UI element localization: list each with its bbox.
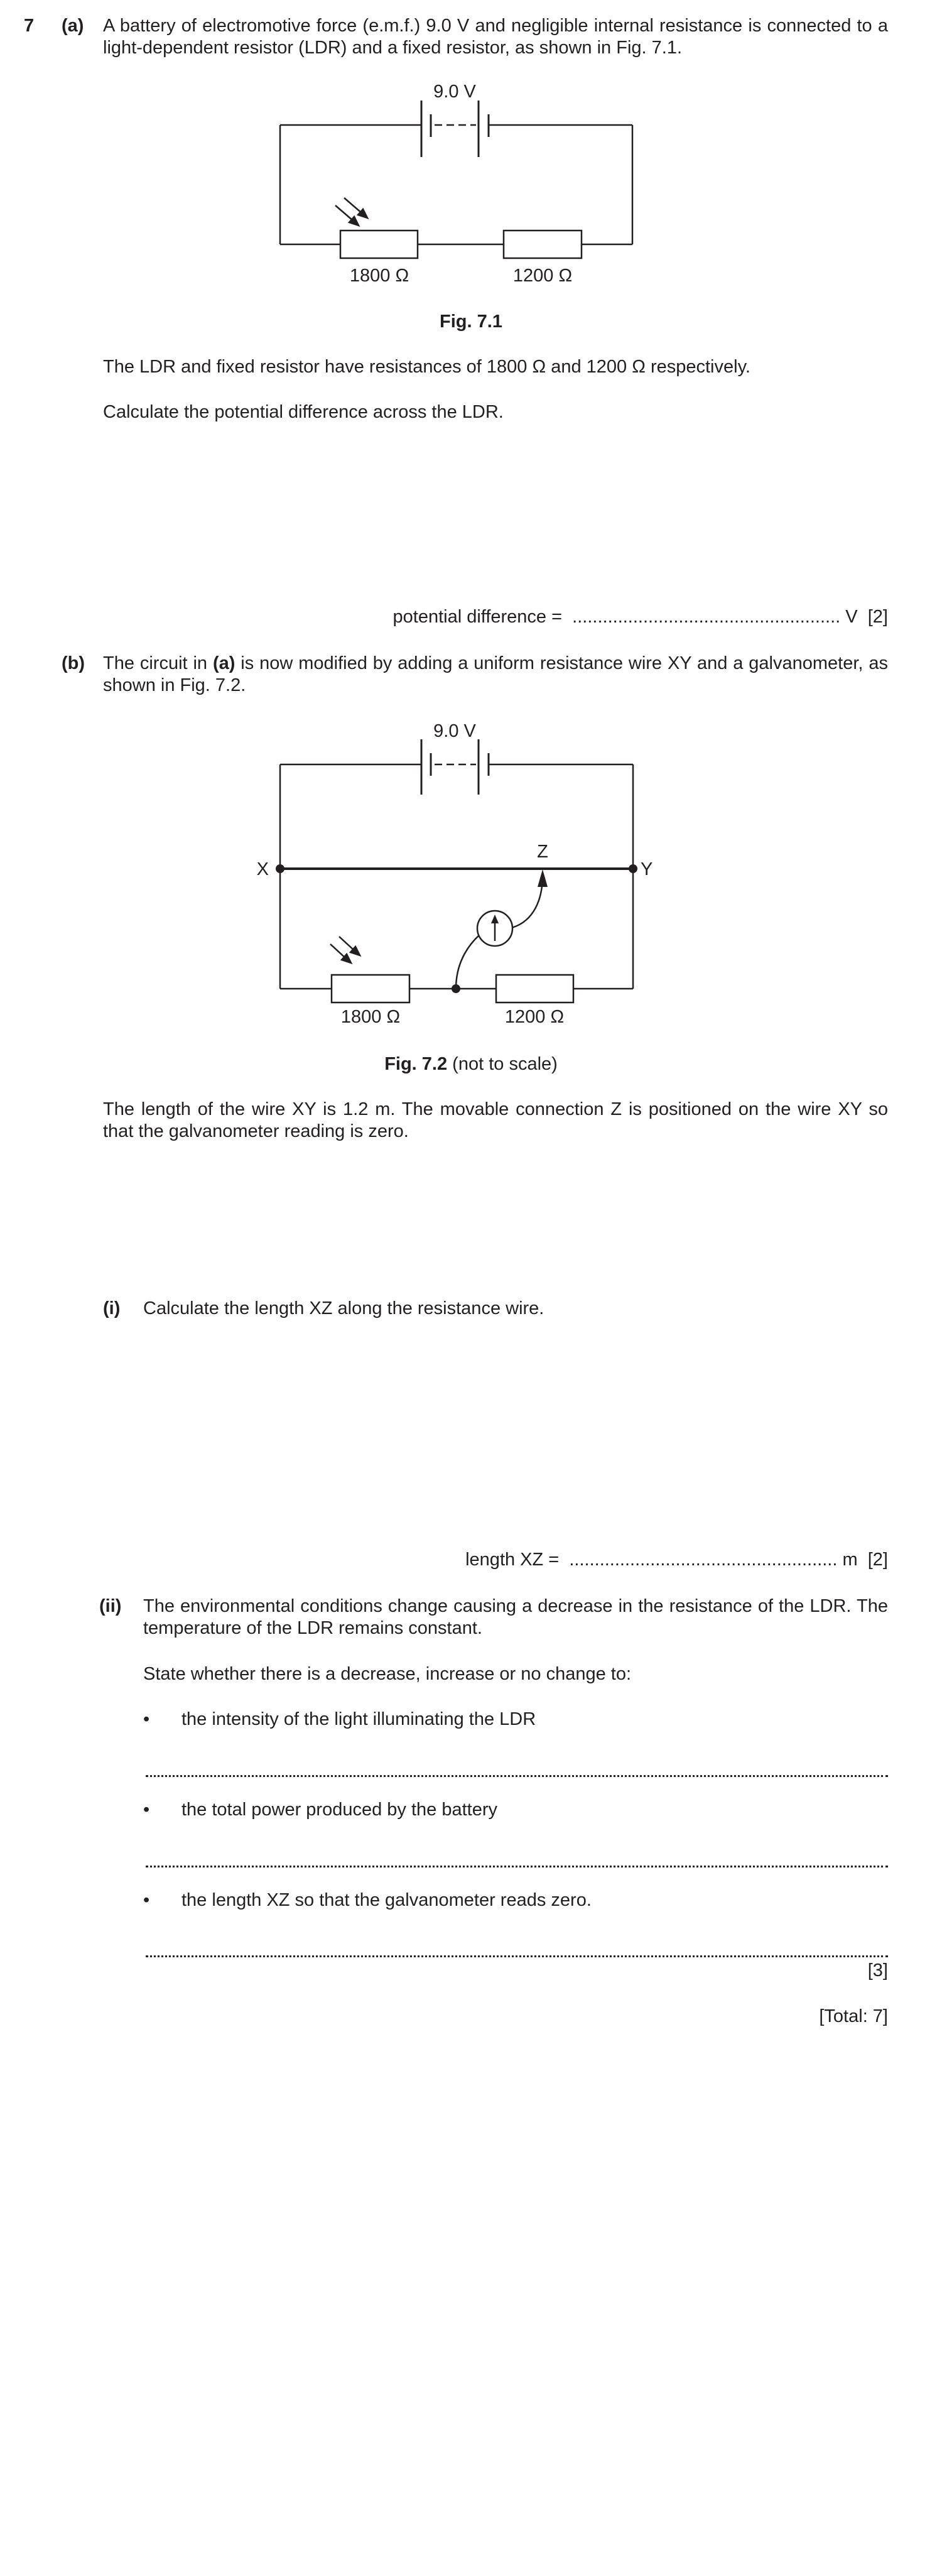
part-a-statement: The LDR and fixed resistor have resistances of 1800 Ω and 1200 Ω respectively. [103,357,750,377]
part-a-intro: A battery of electromotive force (e.m.f.) 9.0 V and negligible internal resistance is connected to a light-dependent resistor (LDR) and a fixed resistor, as shown in Fig. 7.1. [103,16,888,58]
figure-7-1-caption: Fig. 7.1 [440,312,502,332]
label-x: X [256,859,269,879]
answer-blank[interactable]: ..................................................... [567,607,841,627]
figure-7-2-circuit [0,710,942,1036]
fixed-resistor [504,231,582,258]
sub-i-answer-line [465,1549,888,1571]
marks: [2] [867,607,888,627]
battery-symbol [421,101,489,157]
bullet-3-symbol: • [143,1890,150,1910]
movable-contact-z[interactable] [538,869,548,887]
answer-label: potential difference = [392,607,563,627]
bullet-2-text: the total power produced by the battery [181,1800,497,1820]
bullet-1-text: the intensity of the light illuminating the LDR [181,1709,536,1729]
part-a-answer-line [393,606,888,628]
battery-symbol [421,739,489,795]
question-number: 7 [24,16,35,36]
answer-line-3[interactable] [146,1955,888,1957]
sub-i-label: (i) [103,1298,121,1318]
answer-unit: V [845,607,858,627]
resistor-label: 1200 Ω [512,266,573,286]
answer-blank[interactable]: ..................................................... [564,1550,838,1570]
part-b-intro: The circuit in (a) is now modified by adding a uniform resistance wire XY and a galvanometer, as shown in Fig. 7.2. [103,653,888,695]
node-x [276,864,284,873]
answer-line-2[interactable] [146,1866,888,1867]
sub-ii-marks: [3] [867,1960,888,1981]
sub-ii-task: State whether there is a decrease, increase or no change to: [143,1664,632,1684]
part-b-statement: The length of the wire XY is 1.2 m. The movable connection Z is positioned on the wire XY so that the galvanometer reading is zero. [103,1099,888,1141]
ldr-resistor [340,231,418,258]
marks: [2] [867,1550,888,1570]
answer-line-1[interactable] [146,1775,888,1777]
figure-7-2-caption: Fig. 7.2 (not to scale) [384,1054,558,1074]
light-arrows-icon [330,937,360,963]
junction-node [452,984,460,993]
battery-label: 9.0 V [433,82,476,102]
bullet-2-symbol: • [143,1800,150,1820]
node-y [629,864,637,873]
part-a-task: Calculate the potential difference across the LDR. [103,402,504,422]
resistor-label: 1200 Ω [504,1007,565,1027]
figure-7-1-circuit [0,75,942,289]
bullet-3-text: the length XZ so that the galvanometer reads zero. [181,1890,592,1910]
answer-label: length XZ = [465,1550,560,1570]
ldr-resistor [332,975,409,1003]
sub-ii-intro: The environmental conditions change causing a decrease in the resistance of the LDR. The temperature of the LDR remains constant. [143,1596,888,1638]
galvanometer-icon [477,911,512,946]
sub-ii-label: (ii) [99,1596,122,1616]
part-a-label: (a) [62,16,84,36]
total-marks: [Total: 7] [819,2006,888,2026]
part-b-label: (b) [62,653,85,673]
label-y: Y [641,859,653,879]
bullet-1-symbol: • [143,1709,150,1729]
answer-unit: m [842,1550,858,1570]
sub-i-task: Calculate the length XZ along the resistance wire. [143,1298,544,1318]
light-arrows-icon [335,198,367,226]
ldr-label: 1800 Ω [349,266,409,286]
battery-label: 9.0 V [433,721,476,741]
ldr-label: 1800 Ω [340,1007,401,1027]
label-z: Z [537,842,548,862]
fixed-resistor [496,975,573,1003]
